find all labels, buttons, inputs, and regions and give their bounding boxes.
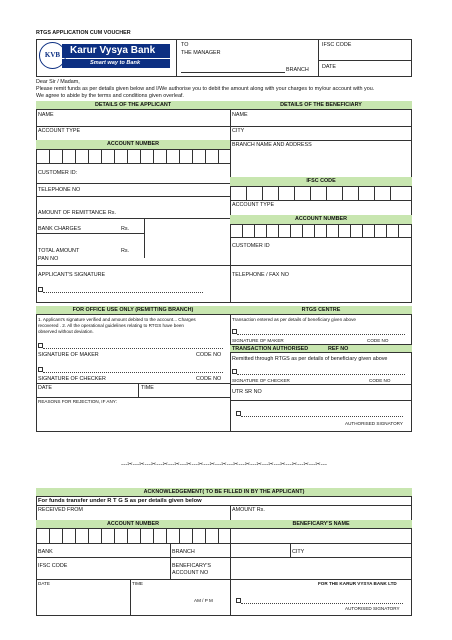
rtgs-maker-signature-field[interactable]: [232, 329, 405, 335]
bank-name: Karur Vysya Bank: [62, 44, 170, 58]
request-line-2: We agree to abide by the terms and conditions given overleaf.: [36, 93, 184, 99]
row-line: [230, 400, 412, 401]
salutation: Dear Sir / Madam,: [36, 79, 80, 85]
ben-acc-divider: [230, 557, 231, 579]
row-line: [36, 397, 230, 398]
bank-branch-divider: [170, 543, 171, 557]
transaction-authorised-label: TRANSACTION AUTHORISED: [232, 346, 309, 352]
bank-tagline: Smart way to Bank: [62, 59, 170, 68]
manager-label: THE MANAGER: [181, 50, 221, 56]
divider: [176, 39, 177, 77]
divider: [318, 60, 412, 61]
amount-divider: [144, 218, 145, 258]
office-date-label: DATE: [38, 385, 52, 391]
ack-account-number-boxes[interactable]: [36, 529, 230, 543]
ack-date-label: DATE: [38, 581, 50, 586]
row-line: [230, 126, 412, 127]
office-time-label: TIME: [141, 385, 154, 391]
scissors-cut-line: ---✂---✂---✂---✂---✂---✂---✂---✂---✂---✂---✂---✂---✂---✂---✂---✂---✂---: [121, 461, 327, 468]
row-line: [230, 237, 412, 238]
ref-no-label: REF NO: [328, 346, 349, 352]
ifsc-code-label: IFSC CODE: [322, 42, 352, 48]
ack-beneficiary-account-label-2: ACCOUNT NO: [172, 570, 209, 576]
row-line: [36, 126, 230, 127]
telephone-label: TELEPHONE NO: [38, 187, 81, 193]
beneficiary-name-label: NAME: [232, 112, 248, 118]
time-sig-divider: [230, 579, 231, 616]
utr-label: UTR SR NO: [232, 389, 262, 395]
ack-branch-label: BRANCH: [172, 549, 195, 555]
row-line: [36, 233, 144, 234]
row-line: [36, 505, 412, 506]
rtgs-authorised-signatory-label: AUTHORISED SIGNATORY: [345, 421, 403, 426]
row-line: [230, 140, 412, 141]
rtgs-entered-text: Transaction entered as per details of beneficiary given above: [232, 317, 356, 322]
row-line: [230, 384, 412, 385]
beneficiary-ifsc-heading: IFSC CODE: [230, 177, 412, 186]
ack-time-label: TIME: [132, 581, 143, 586]
row-line: [36, 557, 412, 558]
checker-signature-label: SIGNATURE OF CHECKER: [38, 376, 106, 382]
ack-amount-label: AMOUNT Rs.: [232, 507, 265, 513]
beneficiary-account-number-boxes[interactable]: [230, 224, 412, 237]
applicant-name-label: NAME: [38, 112, 54, 118]
beneficiary-customer-id-label: CUSTOMER ID: [232, 243, 270, 249]
rtgs-checker-signature-field[interactable]: [232, 369, 405, 375]
date-label: DATE: [322, 64, 336, 70]
rtgs-centre-heading: RTGS CENTRE: [230, 306, 412, 315]
rtgs-maker-code-no: CODE NO: [367, 338, 389, 343]
maker-signature-label: SIGNATURE OF MAKER: [38, 352, 99, 358]
remitted-text: Remitted through RTGS as per details of beneficiary given above: [232, 356, 388, 362]
branch-line[interactable]: [181, 72, 285, 73]
ack-ifsc-label: IFSC CODE: [38, 563, 68, 569]
date-time-divider: [138, 383, 139, 397]
to-label: TO: [181, 42, 189, 48]
row-line: [36, 163, 230, 164]
ack-authorised-signature-field[interactable]: [236, 598, 403, 604]
ack-beneficiary-name-heading: BENEFICARY'S NAME: [230, 520, 412, 529]
office-use-heading: FOR OFFICE USE ONLY (REMITTING BRANCH): [36, 306, 230, 315]
voucher-title: RTGS APPLICATION CUM VOUCHER: [36, 30, 131, 36]
beneficiary-account-number-heading: ACCOUNT NUMBER: [230, 215, 412, 224]
ack-bank-label: BANK: [38, 549, 53, 555]
office-note-3: observed without deviation.: [38, 329, 94, 334]
row-line: [36, 579, 412, 580]
bank-logo: [38, 42, 174, 74]
beneficiary-city-label: CITY: [232, 128, 245, 134]
applicant-signature-field[interactable]: [38, 287, 203, 293]
customer-id-label: CUSTOMER ID:: [38, 170, 78, 176]
ifsc-divider: [170, 557, 171, 579]
office-note-1: 1. Applicant's signature verified and amount debited to the account... Charges: [38, 317, 196, 322]
column-divider: [230, 505, 231, 557]
bank-charges-label: BANK CHARGES: [38, 226, 81, 232]
rtgs-authorised-signature-field[interactable]: [236, 411, 403, 417]
maker-code-no-label: CODE NO: [196, 352, 222, 358]
total-amount-label: TOTAL AMOUNT: [38, 248, 80, 254]
row-line: [36, 383, 230, 384]
rtgs-maker-signature-label: SIGNATURE OF MAKER: [232, 338, 284, 343]
rtgs-checker-code-no: CODE NO: [369, 378, 391, 383]
row-line: [36, 265, 230, 266]
column-divider: [230, 101, 231, 303]
acknowledgement-table: [36, 488, 412, 616]
applicant-account-number-heading: ACCOUNT NUMBER: [36, 140, 230, 149]
ack-beneficiary-account-label-1: BENEFICARY'S: [172, 563, 211, 569]
received-from-label: RECEIVED FROM: [38, 507, 83, 513]
row-line: [230, 265, 412, 266]
kvb-emblem: KVB: [44, 51, 61, 59]
checker-signature-field[interactable]: [38, 367, 223, 373]
beneficiary-heading: DETAILS OF THE BENEFICIARY: [230, 101, 412, 110]
branch-label: BRANCH: [286, 67, 309, 73]
ack-authorised-signatory-label: AUTORISED SIGNATORY: [345, 606, 400, 611]
row-line: [36, 183, 230, 184]
ack-account-number-heading: ACCOUNT NUMBER: [36, 520, 230, 529]
am-pm-label: AM / P M: [194, 598, 213, 603]
acknowledgement-heading: ACKNOWLEDGEMENT( TO BE FILLED IN BY THE APPLICANT): [36, 488, 412, 497]
rtgs-checker-signature-label: SIGNATURE OF CHECKER: [232, 378, 290, 383]
applicant-signature-label: APPLICANT'S SIGNATURE: [38, 272, 106, 278]
beneficiary-branch-address-label: BRANCH NAME AND ADDRESS: [232, 142, 312, 148]
row-line: [36, 196, 230, 197]
ack-city-label: CITY: [292, 549, 305, 555]
date-time-divider: [130, 579, 131, 616]
maker-signature-field[interactable]: [38, 343, 223, 349]
applicant-heading: DETAILS OF THE APPLICANT: [36, 101, 230, 110]
for-bank-label: FOR THE KARUR VYSYA BANK LTD: [318, 581, 397, 586]
row-line: [36, 543, 412, 544]
bank-charges-rs: Rs.: [121, 226, 130, 232]
amount-remittance-label: AMOUNT OF REMITTANCE Rs.: [38, 210, 116, 216]
column-divider: [230, 306, 231, 432]
office-note-2: recovered . 2. All the operational guidelines relating to RTGS have been: [38, 323, 184, 328]
rejection-reasons-label: REASONS FOR REJECTION, IF ANY:: [38, 399, 117, 404]
pan-label: PAN NO: [38, 256, 59, 262]
beneficiary-telephone-label: TELEPHONE / FAX NO: [232, 272, 289, 278]
branch-city-divider: [290, 543, 291, 557]
total-amount-rs: Rs.: [121, 248, 130, 254]
beneficiary-ifsc-boxes[interactable]: [230, 186, 412, 200]
beneficiary-account-type-label: ACCOUNT TYPE: [232, 202, 275, 208]
funds-transfer-line: For funds transfer under R T G S as per details given below: [38, 498, 202, 504]
request-line-1: Please remit funds as per details given below and I/We authorise you to debit the amount along with your charges to my/our account with you.: [36, 86, 375, 92]
applicant-account-type-label: ACCOUNT TYPE: [38, 128, 81, 134]
row-line: [230, 200, 412, 201]
row-line: [36, 218, 230, 219]
applicant-account-number-boxes[interactable]: [36, 149, 230, 163]
divider: [318, 39, 319, 77]
checker-code-no-label: CODE NO: [196, 376, 222, 382]
